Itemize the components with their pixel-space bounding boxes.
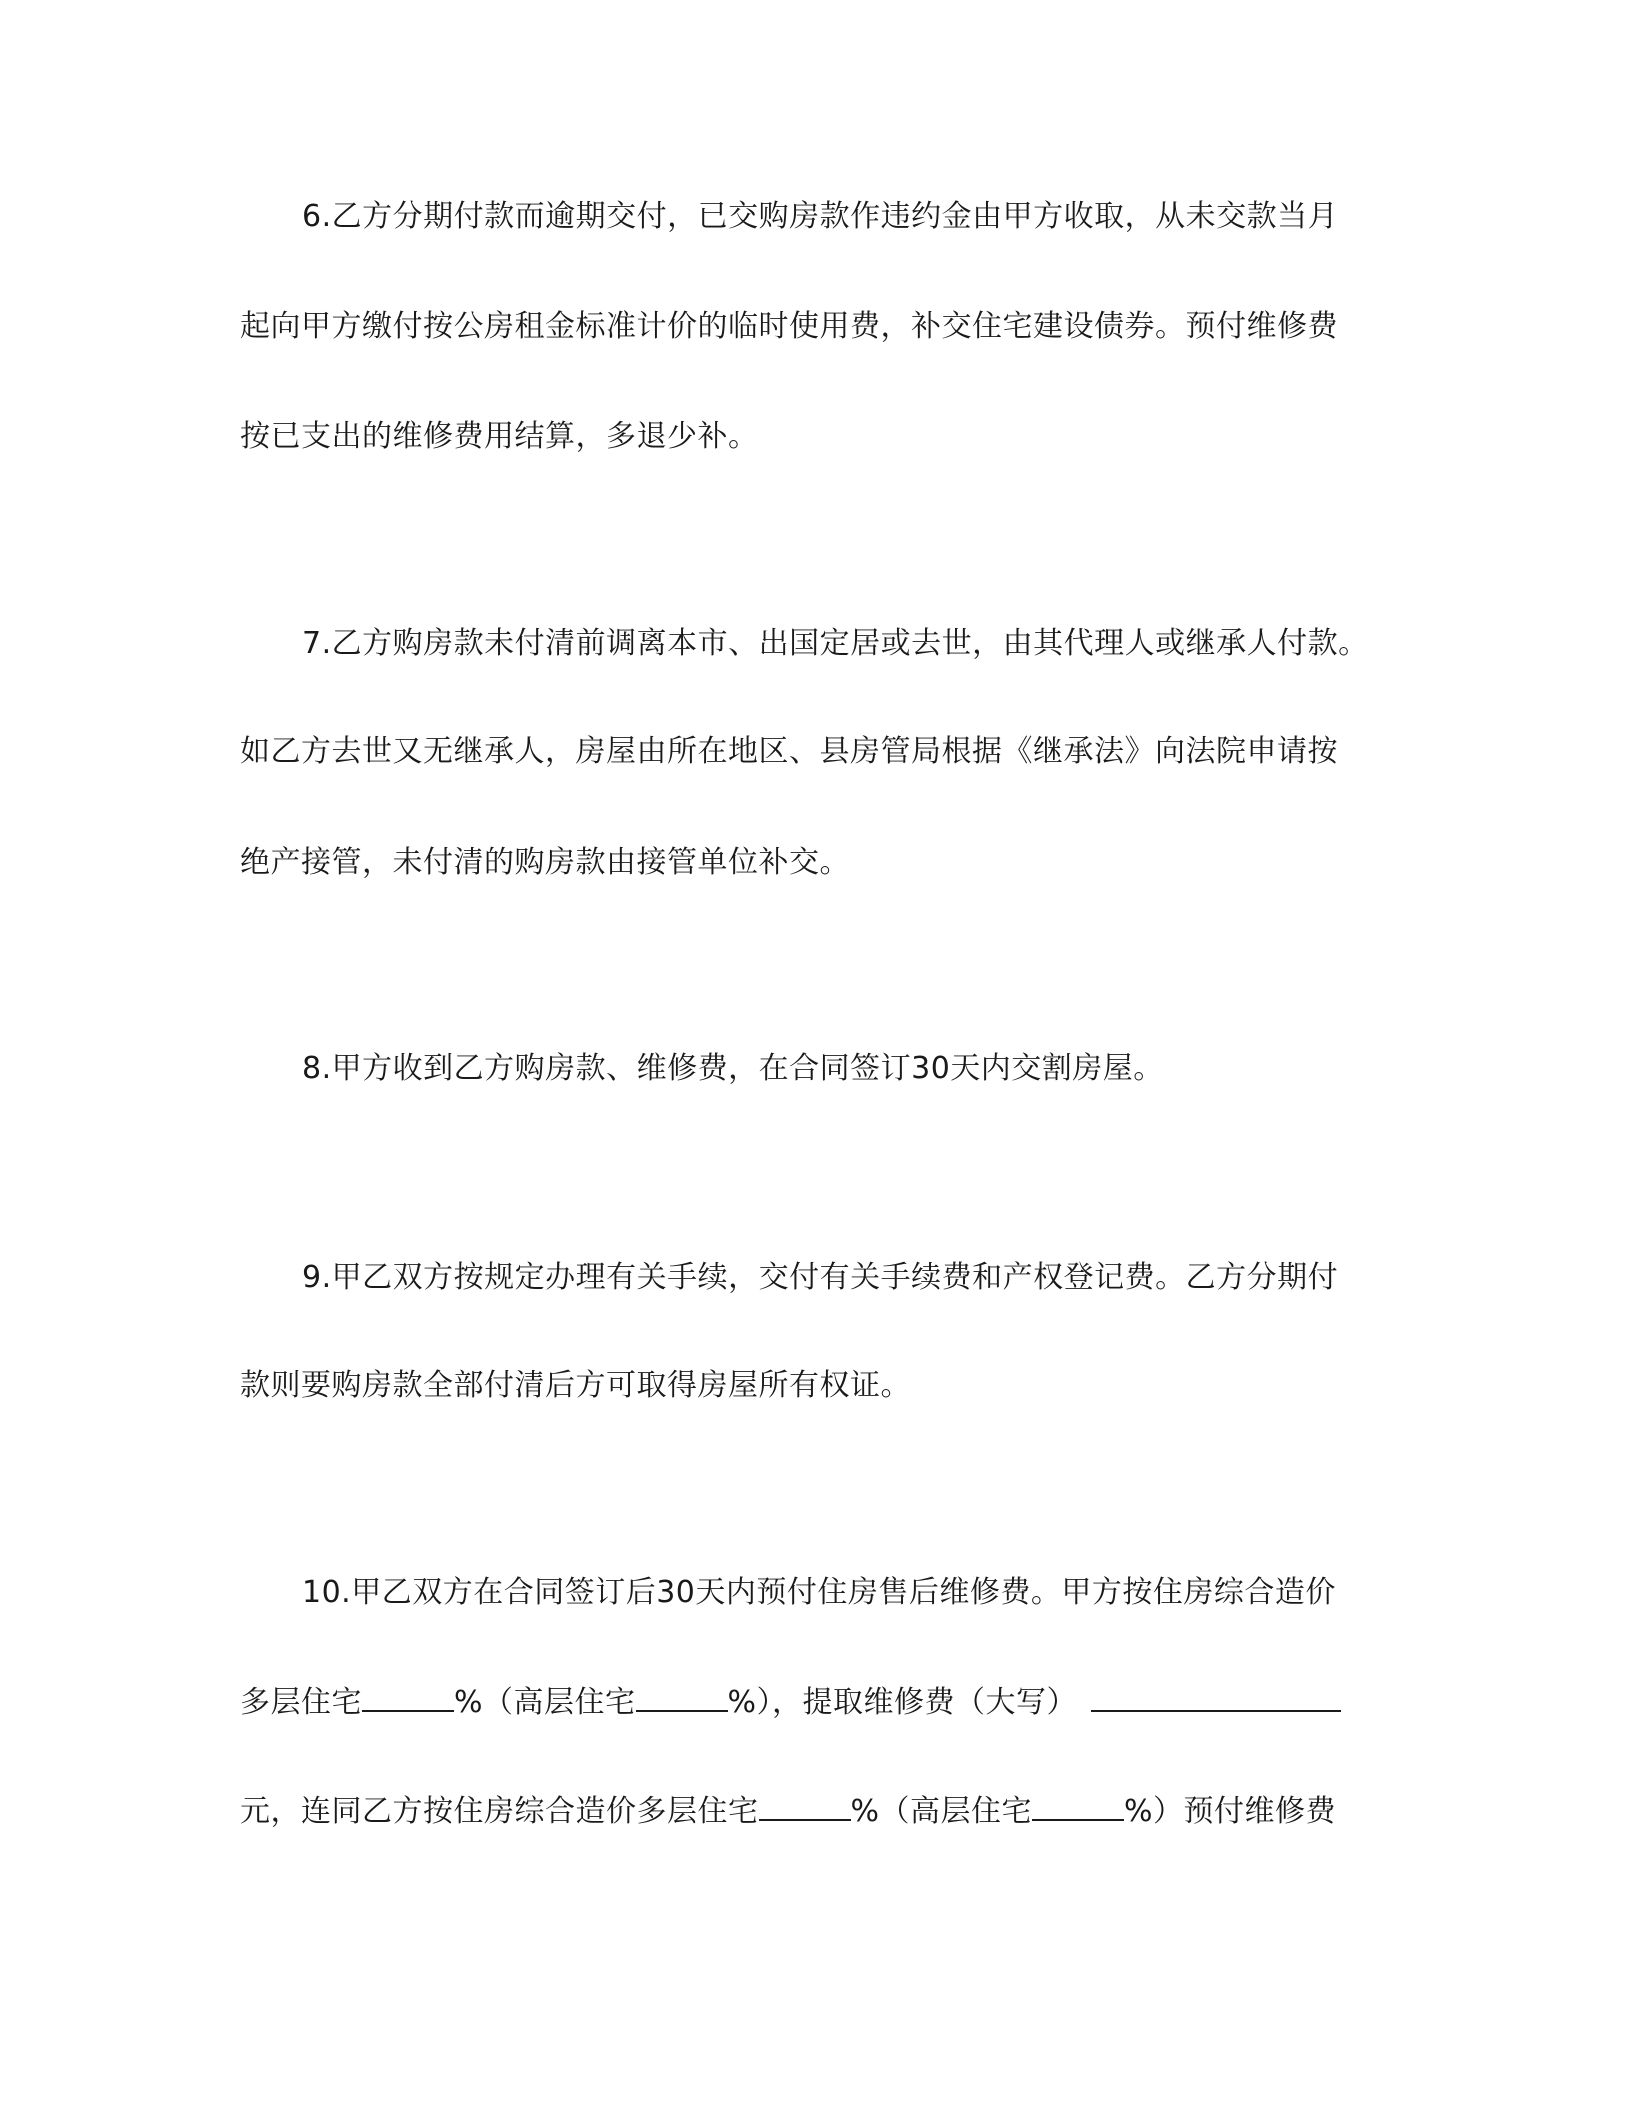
clause-7-line-2: 如乙方去世又无继承人，房屋由所在地区、县房管局根据《继承法》向法院申请按 [240, 734, 1338, 769]
clause-7-line-3: 绝产接管，未付清的购房款由接管单位补交。 [240, 845, 850, 880]
multi-storey-percent-blank [362, 1676, 454, 1712]
clause-6-line-2: 起向甲方缴付按公房租金标准计价的临时使用费，补交住宅建设债券。预付维修费 [240, 309, 1338, 344]
amount-in-words-blank [1091, 1676, 1341, 1712]
clause-10-line-3 [240, 1785, 1390, 1835]
clause-10-line-3-text-a: 元，连同乙方按住房综合造价多层住宅 [240, 1794, 759, 1829]
clause-9-line-1: 9.甲乙双方按规定办理有关手续，交付有关手续费和产权登记费。乙方分期付 [302, 1260, 1339, 1295]
buyer-high-rise-percent-blank [1032, 1785, 1124, 1821]
clause-7-line-1: 7.乙方购房款未付清前调离本市、出国定居或去世，由其代理人或继承人付款。 [302, 626, 1369, 661]
clause-10-line-1: 10.甲乙双方在合同签订后30天内预付住房售后维修费。甲方按住房综合造价 [302, 1575, 1336, 1610]
clause-10-line-3-text-c: %）预付维修费 [1124, 1794, 1337, 1829]
clause-6-line-3: 按已支出的维修费用结算，多退少补。 [240, 419, 759, 454]
high-rise-percent-blank [636, 1676, 728, 1712]
clause-10-line-2-text-b: %（高层住宅 [454, 1685, 636, 1720]
clause-10-line-2-text-c: %），提取维修费（大写） [727, 1685, 1078, 1720]
clause-10-line-3-text-b: %（高层住宅 [850, 1794, 1033, 1829]
buyer-multi-storey-percent-blank [759, 1785, 851, 1821]
clause-6-line-1: 6.乙方分期付款而逾期交付，已交购房款作违约金由甲方收取，从未交款当月 [302, 199, 1339, 234]
clause-10-line-2-text-a: 多层住宅 [240, 1685, 362, 1720]
clause-9-line-2: 款则要购房款全部付清后方可取得房屋所有权证。 [240, 1368, 911, 1403]
clause-10-line-2 [240, 1676, 1390, 1726]
clause-8-line-1: 8.甲方收到乙方购房款、维修费，在合同签订30天内交割房屋。 [302, 1051, 1164, 1086]
